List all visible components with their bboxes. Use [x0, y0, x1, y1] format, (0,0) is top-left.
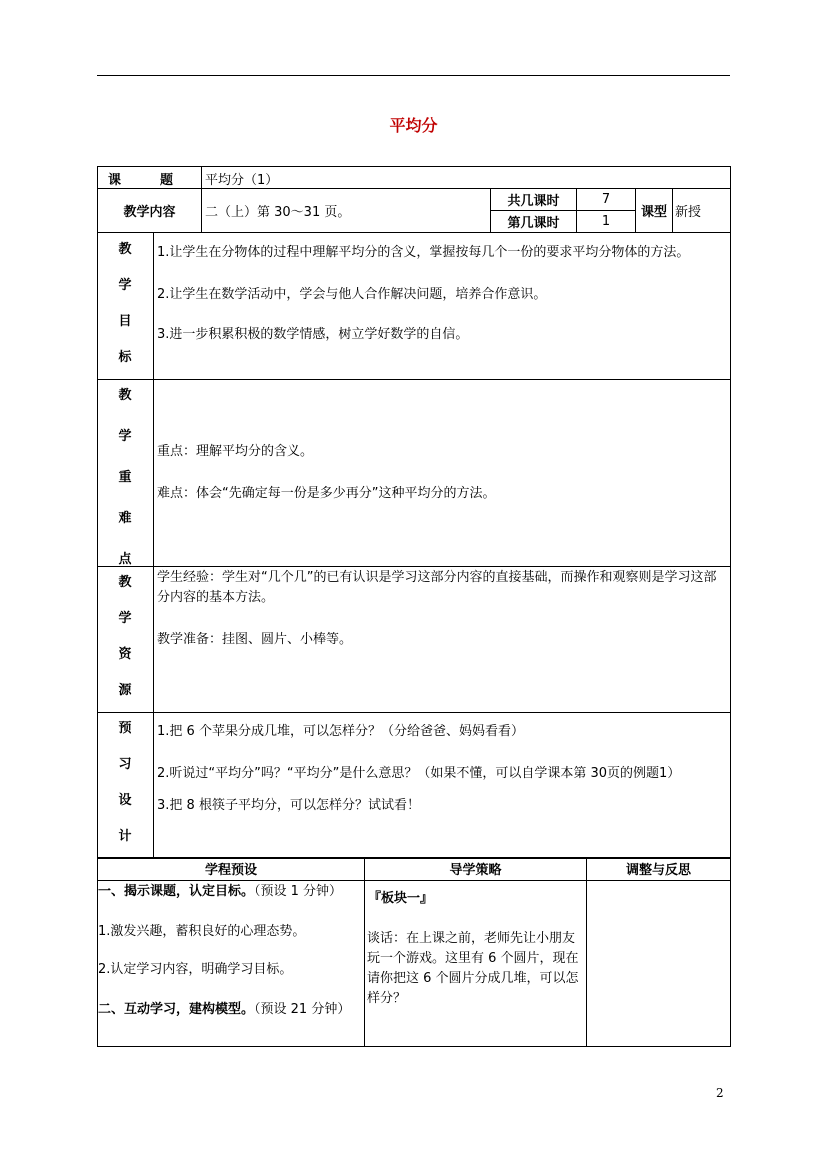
preview-label-char: 预 — [118, 721, 132, 736]
process-col2-header: 导学策略 — [449, 863, 502, 878]
topic-label: 课 题 — [108, 173, 174, 188]
content-label-cell — [98, 189, 202, 233]
process-col1-cell — [98, 881, 365, 1047]
lesson-type-value: 新授 — [675, 205, 702, 220]
preview-item: 1.把 6 个苹果分成几堆，可以怎样分？（分给爸爸、妈妈看看） — [157, 724, 524, 739]
process-heading-main: 二、互动学习，建构模型。 — [98, 1002, 255, 1017]
keypoints-label-char: 教 — [118, 388, 132, 403]
resources-label — [97, 568, 153, 706]
total-value-cell — [577, 189, 636, 211]
nth-lesson-value: 1 — [601, 214, 611, 229]
sections-block — [97, 233, 730, 858]
goals-label-char: 学 — [118, 278, 132, 293]
nth-label-cell — [491, 211, 577, 233]
process-item: 2.认定学习内容，明确学习目标。 — [98, 962, 293, 977]
process-heading-main: 一、揭示课题，认定目标。 — [98, 884, 255, 899]
lesson-type-label: 课型 — [640, 205, 667, 220]
keypoints-label — [97, 381, 153, 575]
keypoints-label-char: 点 — [118, 552, 132, 567]
process-header-cell — [365, 859, 587, 881]
header-rule — [97, 75, 730, 76]
goals-content — [155, 243, 729, 345]
type-label-cell — [636, 189, 673, 233]
goals-label-char: 标 — [118, 350, 132, 365]
goal-item: 3.进一步积累积极的数学情感，树立学好数学的自信。 — [157, 327, 469, 342]
page-title: 平均分 — [389, 116, 438, 135]
goals-label-char: 教 — [118, 242, 132, 257]
process-header-cell — [587, 859, 731, 881]
keypoints-label-char: 学 — [118, 429, 132, 444]
total-lessons-label: 共几课时 — [507, 194, 560, 209]
topic-value: 平均分（1） — [205, 173, 279, 188]
resources-label-char: 教 — [118, 575, 132, 590]
resource-item: 教学准备：挂图、圆片、小棒等。 — [157, 632, 353, 647]
keypoint-item: 难点：体会“先确定每一份是多少再分”这种平均分的方法。 — [157, 486, 496, 501]
resources-label-char: 源 — [118, 683, 132, 698]
keypoints-label-char: 重 — [118, 470, 132, 485]
resource-item: 学生经验：学生对“几个几”的已有认识是学习这部分内容的直接基础，而操作和观察则是学习这部分内容的基本方法。 — [157, 570, 717, 605]
total-lessons-value: 7 — [601, 192, 611, 207]
preview-label-char: 计 — [118, 829, 132, 844]
process-table — [97, 858, 731, 1047]
keypoints-label-char: 难 — [118, 511, 132, 526]
preview-label-char: 设 — [118, 793, 132, 808]
resources-label-char: 学 — [118, 611, 132, 626]
nth-value-cell — [577, 211, 636, 233]
process-item: 1.激发兴趣，蓄积良好的心理态势。 — [98, 924, 306, 939]
process-header-cell — [98, 859, 365, 881]
page-number: 2 — [716, 1086, 724, 1100]
content-label: 教学内容 — [123, 205, 176, 220]
content-value-cell — [202, 189, 491, 233]
total-label-cell — [491, 189, 577, 211]
preview-item: 2.听说过“平均分”吗？“平均分”是什么意思？（如果不懂，可以自学课本第 30页的例题1） — [157, 766, 681, 781]
resources-label-char: 资 — [118, 647, 132, 662]
process-heading — [98, 882, 364, 902]
preview-content — [155, 722, 729, 816]
resources-content — [155, 568, 729, 650]
keypoints-content — [155, 442, 729, 504]
preview-item: 3.把 8 根筷子平均分，可以怎样分？试试看！ — [157, 798, 420, 813]
goal-item: 2.让学生在数学活动中，学会与他人合作解决问题，培养合作意识。 — [157, 287, 547, 302]
topic-label-cell — [98, 167, 202, 189]
content-value: 二（上）第 30～31 页。 — [205, 205, 351, 220]
goal-item: 1.让学生在分物体的过程中理解平均分的含义，掌握按每几个一份的要求平均分物体的方法。 — [157, 245, 690, 260]
nth-lesson-label: 第几课时 — [507, 216, 560, 231]
process-col1-header: 学程预设 — [204, 863, 257, 878]
process-talk-text: 谈话：在上课之前，老师先让小朋友玩一个游戏。这里有 6 个圆片，现在请你把这 6 个圆片分成几堆，可以怎样分？ — [367, 931, 579, 1006]
keypoint-item: 重点：理解平均分的含义。 — [157, 444, 314, 459]
process-heading-note: （预设 21 分钟） — [254, 1002, 351, 1017]
type-value-cell — [673, 189, 731, 233]
goals-label-char: 目 — [118, 314, 132, 329]
preview-label-char: 习 — [118, 757, 132, 772]
process-block-title: 『板块一』 — [368, 891, 434, 906]
goals-label — [97, 235, 153, 373]
process-heading-note: （预设 1 分钟） — [254, 884, 343, 899]
process-heading — [98, 1000, 364, 1020]
topic-value-cell — [202, 167, 731, 189]
process-col2-cell — [365, 881, 587, 1047]
process-col3-cell — [587, 881, 731, 1047]
lesson-info-table — [97, 166, 731, 233]
preview-label — [97, 714, 153, 852]
process-col3-header: 调整与反思 — [625, 863, 691, 878]
